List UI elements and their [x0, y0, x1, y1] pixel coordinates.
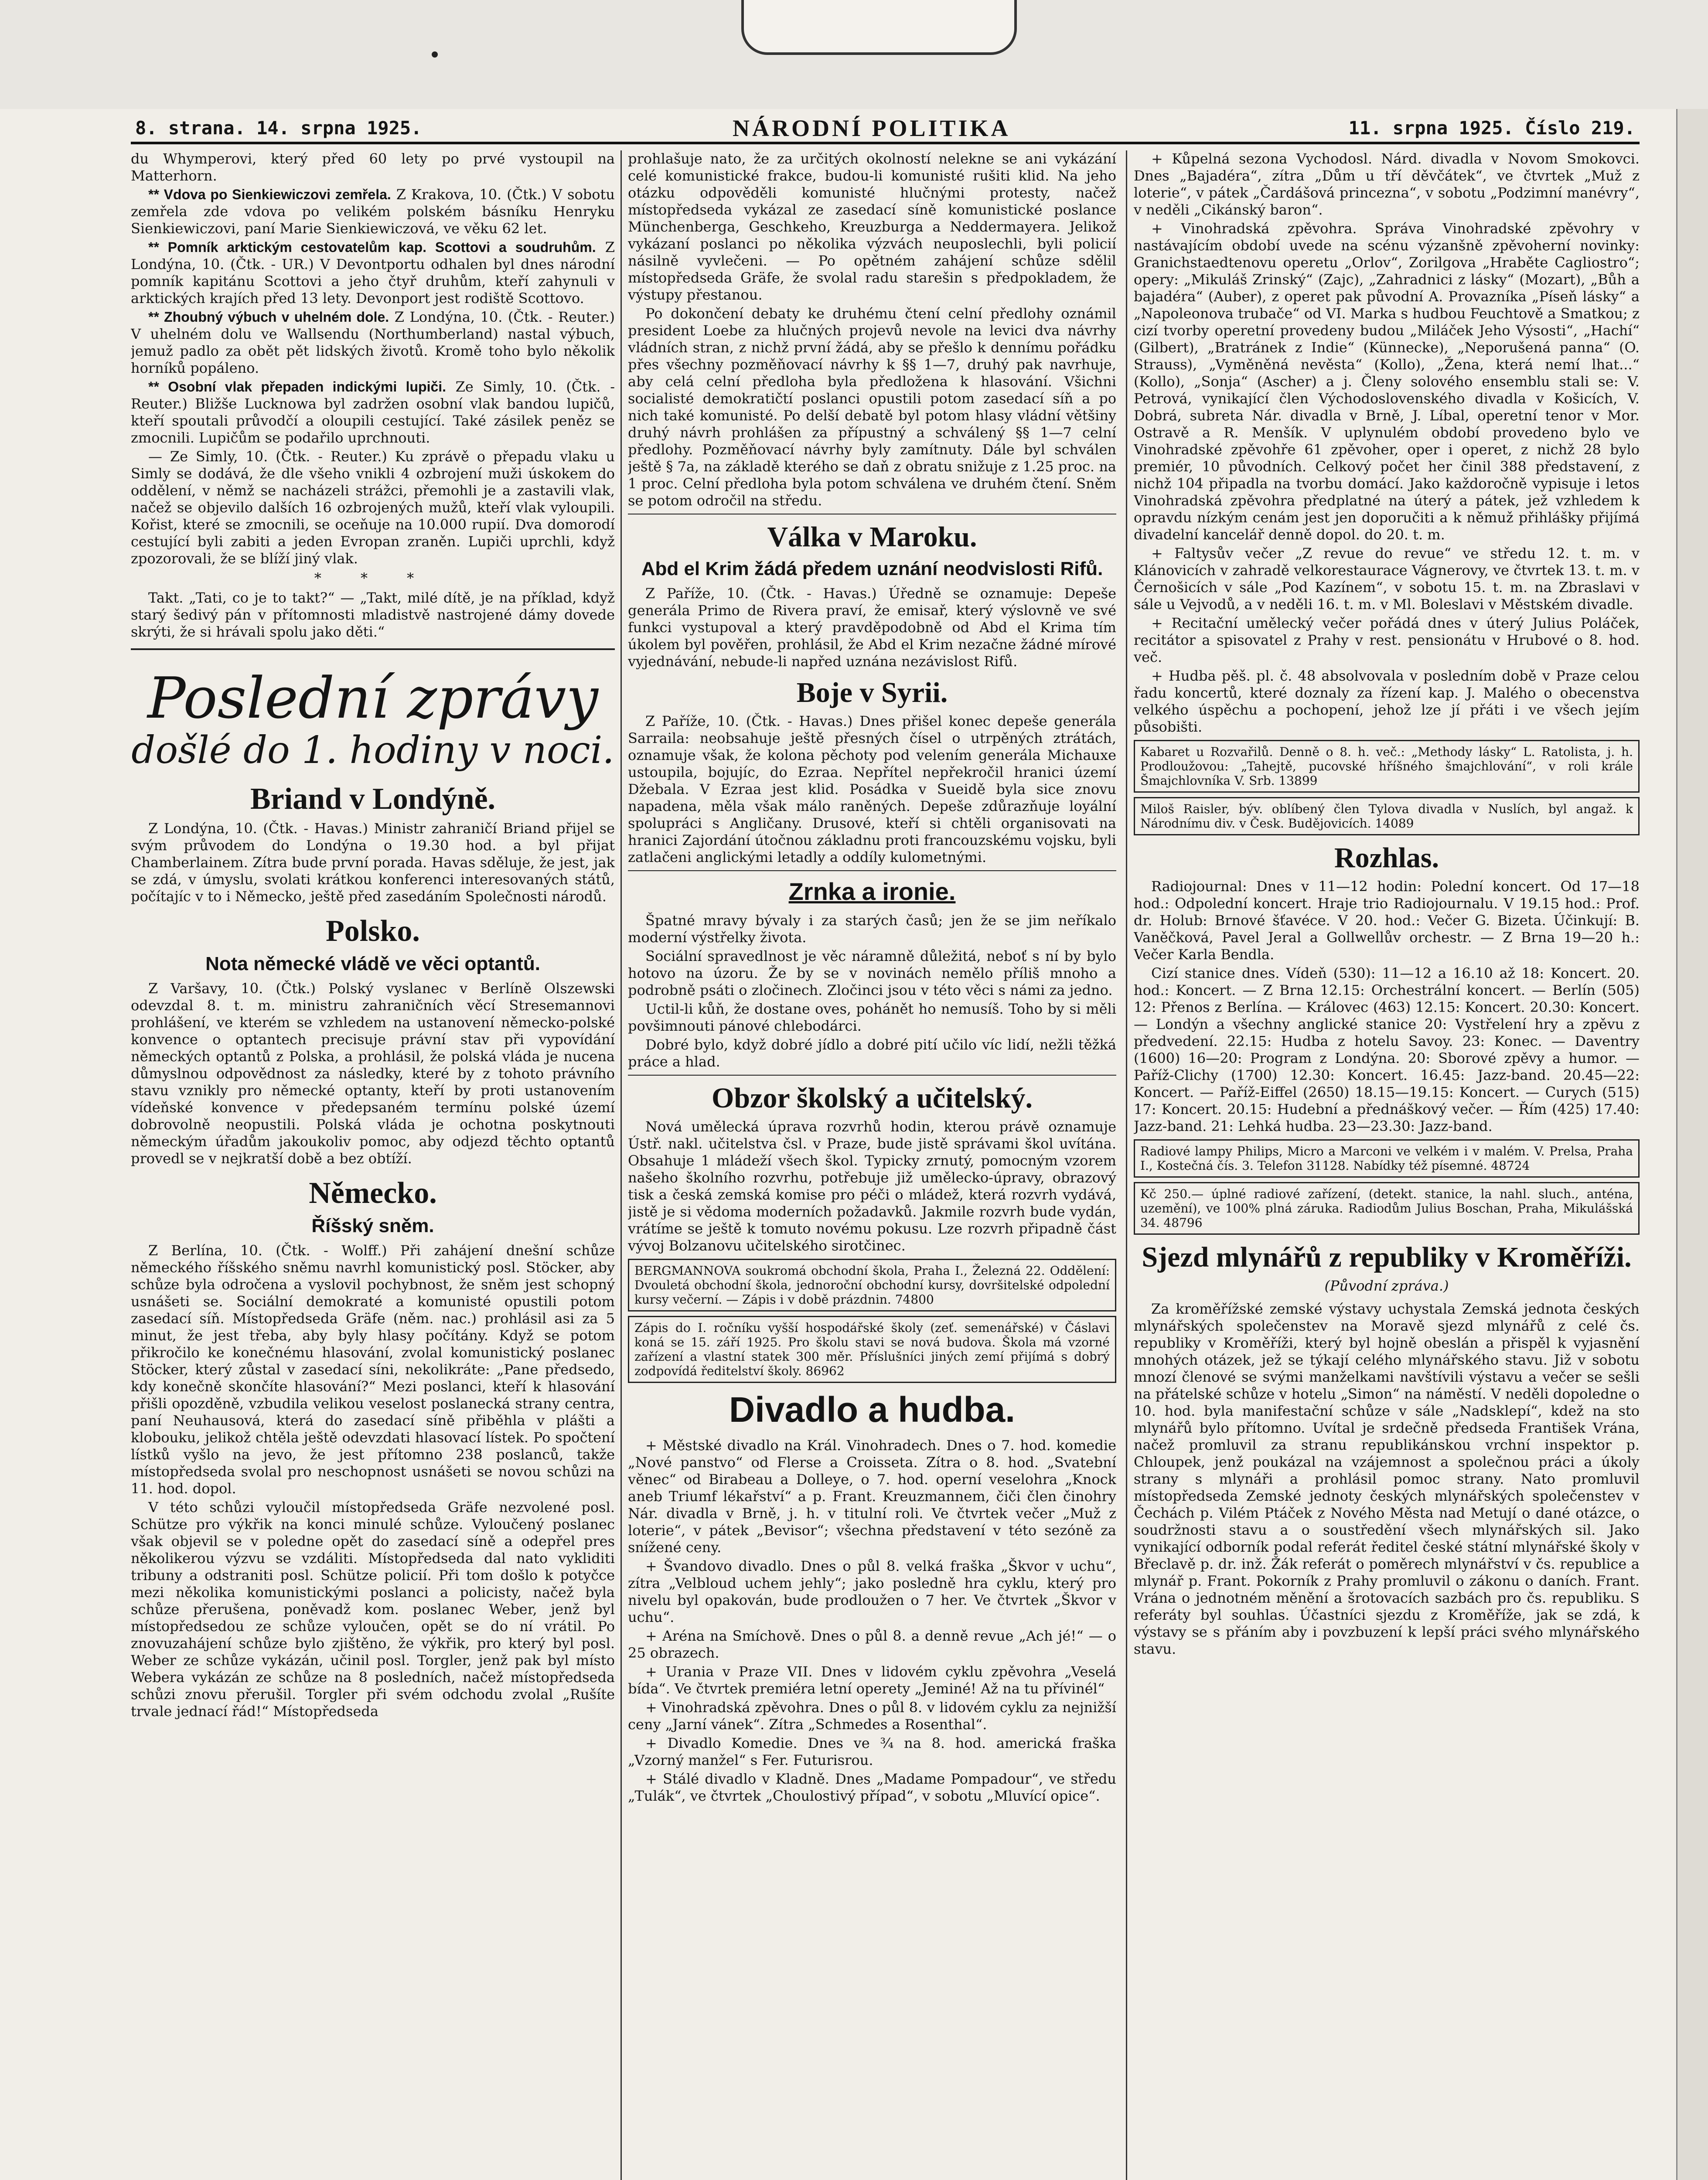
column-3: [1134, 150, 1640, 2180]
article-text: Z Varšavy, 10. (Čtk.) Polský vyslanec v Berlíně Olszewski odevzdal 8. t. m. ministru zahraničních věcí Stresemannovi prohlášení, ve kterém se vzhledem na ustanovení německo-polské konvence o optantech precisuje právní stav při vypovídání německých optantů z Polska, a prohlásil, že polská vláda je nucena důmyslnou odpovědnost za následky, které by z tohoto právního stavu vznikly pro německé optanty, kteří by proti ustanovením vídeňské konvence v předepsaném termínu polské území dobrovolně neopustili. Polská vláda je ochotna poskytnouti německým úřadům jakoukoliv pomoc, aby odjezd těchto optantů provedl se v nejkratší době a bez obtíží.: [131, 980, 615, 1167]
news-text: Z Londýna, 10. (Čtk. - UR.) V Devontportu odhalen byl dnes národní pomník kapitánu Scottovi a jeho čtyř druhům, kteří zahynuli v arktických krajích před 13 lety. Devonport jest rodiště Scottovo.: [131, 239, 615, 307]
news-headline: ** Zhoubný výbuch v uhelném dole.: [148, 309, 389, 325]
theatre-notice: + Kůpelná sezona Vychodosl. Nárd. divadla v Novom Smokovci. Dnes „Bajadéra“, zítra „Dům u tří děvčátek“, ve čtvrtek „Muž z loterie“, v pátek „Čardášová princezna“, v sobotu „Podzimní manévry“, v neděli „Cikánský baron“.: [1134, 150, 1640, 218]
news-item: [131, 309, 615, 377]
subheadline: Říšský sněm.: [311, 1215, 434, 1236]
article-text: Z Paříže, 10. (Čtk. - Havas.) Dnes přišel konec depeše generála Sarraila: neobsahuje ještě přesných čísel o utrpěných ztrátách, oznamuje však, že kolona pěchoty pod velením generála Michauxe ustoupila, bojujíc, do Ezraa. Nepřítel nepřekročil hranici území Džebala. V Ezraa jest klid. Posádka v Sueidě byla sice znovu napadena, měla však málo raněných. Depeše zdůrazňuje loyální spolupráci s Angličany. Drusové, kteří si chtěli organisovati na hranici Zajordání útočnou základnu proti francouzskému vojsku, byli zatlačeni anglickými letadly a oddíly kulometnými.: [628, 713, 1116, 865]
article-text: Z Berlína, 10. (Čtk. - Wolff.) Při zahájení dnešní schůze německého říšského sněmu navrhl komunistický posl. Stöcker, aby schůze byla odročena a vyslovil pochybnost, že sněm jest schopný usnášeti se. Sociální demokraté a komunisté opustili potom zasedací síň. Místopředseda Gräfe (něm. nac.) prohlásil asi za 5 minut, že jest třeba, aby byly hlasy počítány. Když se potom přikročilo ke konečnému hlasování, zvolal komunistický poslanec Stöcker, který zůstal v zasedací síni, nekolikráte: „Pane předsedo, kdy konečně skončíte hlasování?“ Mezi poslanci, kteří k hlasování přišli opozděně, vzbudila velikou veselost poslanecká strany centra, paní Neuhausová, která do zasedací síně přiběhla v plášti a klobouku, jelikož chtěla ještě odevzdati hlasovací lístek. Po spočtení lístků vyšlo na jevo, že jest přítomno 238 poslanců, takže místopředseda svolal pro neschopnost usnášeti se novou schůzi na 11. hod. dopol.: [131, 1242, 615, 1497]
headline-obzor: Obzor školský a učitelský.: [712, 1082, 1033, 1114]
column-rule: [620, 150, 622, 2180]
news-text: Z Krakova, 10. (Čtk.) V sobotu zemřela zde vdova po velikém polském básníku Henryku Sienkiewiczovi, paní Marie Sienkiewiczová, ve věku 62 let.: [131, 186, 615, 237]
news-text: Ze Simly, 10. (Čtk. - Reuter.) Bližše Lucknowa byl zadržen osobní vlak bandou lupičů, kteří spoutali průvodčí a oloupili cestující. Také zásilek peněz se zmocnili. Lupičům se podařilo uprchnouti.: [131, 378, 615, 446]
headline-rozhlas: Rozhlas.: [1334, 842, 1439, 874]
news-headline: ** Pomník arktickým cestovatelům kap. Scottovi a soudruhům.: [148, 239, 596, 255]
section-title-latest-news: Poslední zprávy: [147, 665, 598, 731]
column-2: [628, 150, 1116, 2180]
aphorism: Sociální spravedlnost je věc náramně důležitá, neboť s ní by bylo hotovo na úzoru. Že by se v novinách nemělo příliš mnoho a podrobně psáti o zločinech. Zločinci jsou v této věci s námi za jedno.: [628, 948, 1116, 998]
theatre-notice: + Městské divadlo na Král. Vinohradech. Dnes o 7. hod. komedie „Nové panstvo“ od Flerse a Croisseta. Zítra o 8. hod. „Svatební věnec“ od Birabeau a Dolleye, o 7. hod. operní veselohra „Knock aneb Triumf lékařství“ a p. Frant. Kreuzmannem, čiči člen činohry Nár. divadla v Brně, j. h. v titulní roli. Ve čtvrtek večer „Muž z loterie“, v pátek „Bevisor“; všechna představení v této sezóně za snížené ceny.: [628, 1437, 1116, 1556]
divider: [628, 1075, 1116, 1076]
masthead: [131, 111, 1640, 144]
article-text: Nová umělecká úprava rozvrhů hodin, kterou právě oznamuje Ústř. nakl. učitelstva čsl. v Praze, bude jistě správami škol uvítána. Obsahuje 1 mládeží všech škol. Typicky zrnutý, pomocným vzorem našeho školního rozvrhu, potřebuje již umělecko-úpravy, obrazový tisk a česká zemská komise pro péči o mládež, která rozvrh vydává, jistě je si vědoma moderních požadavků. Jakmile rozvrh bude vydán, vrátíme se ještě k tomuto novému pokusu. Lze rozvrh připadně část vývoj Bolzanovu učitelského sirotčinec.: [628, 1118, 1116, 1254]
article-text: V této schůzi vyloučil místopředseda Gräfe nezvolené posl. Schütze pro výkřik na konci minulé schůze. Vyloučený poslanec však objevil se v poledne opět do zasedací síně a odepřel pres několikerou výzvu se vzdáliti. Místopředseda dal nato vykliditi tribuny a odstraniti posl. Schütze policií. Při tom došlo k potyčce mezi několika komunistickými poslanci a policisty, načež byla schůze přerušena, poněvadž kom. poslanec Weber, jenž byl místopředsedou ze schůze vyloučen, opět se do ní vrátil. Po znovuzahájení schůze bylo zjištěno, že výkřik, pro který byl posl. Weber ze schůze vykázán, učinil posl. Torgler, jenž pak byl místo Webera vykázán ze schůze na 8 posledních, načež místopředseda schůzi znovu přerušil. Torgler při svém odchodu zvolal „Rušíte trvale jednací řád!“ Místopředseda: [131, 1499, 615, 1720]
theatre-notice: + Hudba pěš. pl. č. 48 absolvovala v posledním době v Praze celou řadu koncertů, které doznaly za řízení kap. J. Malého o obecenstva velkého úspěchu a pochopení, jehož lze jí přáti i ve všech jejím působišti.: [1134, 668, 1640, 735]
radio-program: Cizí stanice dnes. Vídeň (530): 11—12 a 16.10 až 18: Koncert. 20. hod.: Koncert. — Z Brna 12.15: Orchestrální koncert. — Berlín (505) 12: Přenos z Berlína. — Královec (463) 12.15: Koncert. 20.30: Koncert. — Londýn a všechny anglické stanice 20: Vystřelení hry a zpěvu z předvedení. 22.15: Hudba z hotelu Savoy. 23: Konec. — Daventry (1600) 16—20: Program z Londýna. 20: Sborové zpěvy a humor. — Paříž-Clichy (1700) 12.30: Koncert. 16.45: Jazz-band. 20.45—22: Koncert. — Paříž-Eiffel (2650) 18.15—19.15: Koncert. — Curych (515) 17: Koncert. 20.15: Hudební a přednáškový večer. — Řím (425) 17.40: Jazz-band. 21: Lehká hudba. 23—23.30: Jazz-band.: [1134, 965, 1640, 1134]
section-subtitle: došlé do 1. hodiny v noci.: [131, 729, 614, 772]
advertisement: Miloš Raisler, býv. oblíbený člen Tylova divadla v Nuslích, byl angaž. k Národnímu div. v Česk. Budějovicích. 14089: [1134, 797, 1640, 835]
anecdote: Takt. „Tati, co je to takt?“ — „Takt, milé dítě, je na příklad, když starý šedivý pán v přítomnosti mladistvě nastrojené dámy dovede skrýti, že si hrávali spolu jako děti.“: [131, 589, 615, 640]
theatre-notice: + Divadlo Komedie. Dnes ve ¾ na 8. hod. americká fraška „Vzorný manžel“ s Fer. Futurisrou.: [628, 1735, 1116, 1768]
article-text: Z Londýna, 10. (Čtk. - Havas.) Ministr zahraničí Briand přijel se svým průvodem do Londýna o 19.30 hod. a byl přijat Chamberlainem. Zítra bude první porada. Havas sděluje, že jest, jak se zdá, v úmyslu, svolati krátkou konferenci interesovaných států, počítajíc v to i Německo, ještě před zasedáním Společnosti národů.: [131, 820, 615, 905]
news-item: [131, 378, 615, 446]
theatre-notice: + Švandovo divadlo. Dnes o půl 8. velká fraška „Škvor v uchu“, zítra „Velbloud uchem jehly“; jako posledně hra cyklu, který pro nivelu byl opakován, bude prodloužen o 7 her. Ve čtvrtek „Škvor v uchu“.: [628, 1558, 1116, 1625]
issue-number: 11. srpna 1925. Číslo 219.: [1348, 117, 1635, 139]
article-text: Za kroměřížské zemské výstavy uchystala Zemská jednota českých mlynářských společenstev na Moravě sjezd mlynářů z celé čs. republiky v Kroměříži, který byl hojně obeslán a přispěl k vyjasnění mnohých otázek, jež se týkají celého mlynářského stavu. Již v sobotu mnozí členové se svými manželkami navštívili výstavu a večer se sešli na přátelské schůze v hotelu „Simon“ na náměstí. V neděli dopoledne o 10. hod. byla manifestační schůze v sále „Nadsklepí“, kdež na sto mlynářů bylo přítomno. Uvítal je srdečně předseda František Vrána, načež promluvil za stranu republikánskou vrchní inspektor p. Chloupek, jenž poukázal na vzájemnost a společnou práci a úkoly strany s mlynáři a prohlásil pomoc strany. Nato promluvil místopředseda Zemské jednoty českých mlynářských společenstev v Čechách p. Vilém Ptáček z Nového Města nad Metují o dané otázce, o soudržnosti stavu a o soustředění všech mlynářských sil. Jako vynikající odborník podal referát ředitel české státní mlynářské školy v Břeclavě p. dr. inž. Žák referát o poměrech mlynářství v čs. republice a mlynář p. Frant. Pokorník z Prahy promluvil o zákonu o daních. Frant. Vrána o jednotném měnění a šrotovacích sazbách pro čs. republiku. S referáty byl souhlas. Účastníci sjezdu z Kroměříže, jak se zdá, k výstavy se s přáním aby i povzbuzení k lepší práci svého mlynářského stavu.: [1134, 1301, 1640, 1657]
article-byline: (Původní zpráva.): [1324, 1277, 1449, 1294]
advertisement: BERGMANNOVA soukromá obchodní škola, Praha I., Železná 22. Oddělení: Dvouletá obchodní škola, jednoroční obchodní kursy, dovršitelské odpolední kursy večerní. — Zápis i v době prázdnin. 74800: [628, 1259, 1116, 1311]
aphorism: Uctil-li kůň, že dostane oves, pohánět ho nemusíš. Toho by si měli povšimnouti pánové chlebodárci.: [628, 1001, 1116, 1034]
headline-divadlo: Divadlo a hudba.: [729, 1390, 1016, 1430]
subheadline: Abd el Krim žádá předem uznání neodvislosti Rifů.: [641, 558, 1103, 579]
news-text: — Ze Simly, 10. (Čtk. - Reuter.) Ku zprávě o přepadu vlaku u Simly se dodává, že dle všeho vnikli 4 ozbrojení muži úskokem do oddělení, v němž se nacházeli strážci, přemohli je a zastavili vlak, načež se objevilo dalších 16 ozbrojených mužů, kteří vlak vyloupili. Kořist, které se zmocnili, se oceňuje na 10.000 rupií. Dva domorodí cestující byli zabiti a jeden Evropan zraněn. Lupiči uprchli, když zpozorovali, že se blíží jiný vlak.: [131, 448, 615, 567]
theatre-notice: + Faltysův večer „Z revue do revue“ ve středu 12. t. m. v Klánovicích v zahradě velkorestaurace Vágnerovy, ve čtvrtek 13. t. m. v Černošicích v sále „Pod Kazínem“, v sobotu 15. t. m. na Zbraslavi v sále u Vejvodů, a v neděli 16. t. m. v Ml. Boleslavi v Městském divadle.: [1134, 545, 1640, 613]
radio-program: Radiojournal: Dnes v 11—12 hodin: Polední koncert. Od 17—18 hod.: Odpolední koncert. Hraje trio Radiojournalu. V 19.15 hod.: Prof. dr. Holub: Brnové šťavéce. V 20. hod.: Večer G. Bizeta. Účinkují: B. Vaněčková, Pavel Jeral a Gollwellův orchestr. — Z Brna 19—20 h.: Večer Karla Bendla.: [1134, 878, 1640, 963]
theatre-notice: + Vinohradská zpěvohra. Správa Vinohradské zpěvohry v nastávajícím období uvede na scénu výzanšně zpěvoherní novinky: Granichstaedtenovu operetu „Orlov“, Zorilgova „Hraběte Cagliostro“; opery: „Mikuláš Zrinský“ (Zajc), „Zahradnici z lásky“ (Mozart), „Bůh a bajadéra“ (Auber), z operet pak původní A. Provazníka „Píseň lásky“ a „Napoleonova trubače“ od VI. Marka s hudbou Feuchtově a Smatkou; z cizí tvorby operetní provedeny budou „Miláček Jeho Výsosti“, „Hachí“ (Gilbert), „Bratránek z Indie“ (Künnecke), „Neporušená panna“ (O. Strauss), „Vyměněná nevěsta“ (Kollo), „Žena, která nemí lhat...“ (Kollo), „Sonja“ (Ascher) a j. Členy solového ensemblu stali se: V. Petrová, vynikající člen Východoslovenského divadla v Košicích, V. Dobrá, subreta Nár. divadla v Brně, J. Líbal, operetní tenor v Mor. Ostravě a R. Menšík. V uplynulém období provedeno bylo ve Vinohradské zpěvohře 61 zpěvoher, oper i operet, z nichž 28 bylo premiér, 10 původních. Celkový počet her činil 388 představení, z nichž 104 připadla na tvorbu domácí. Jako každoročně vypisuje i letos Vinohradská zpěvohra předplatné na úterý a pátek, jež vzhledem k opravdu nízkým cenám jest jen doporučiti a k němuž přihlášky přijímá divadelní kancelář denně dopol. do 20. t. m.: [1134, 220, 1640, 543]
section-stars: * * *: [314, 570, 432, 586]
advertisement: Kabaret u Rozvařilů. Denně o 8. h. več.: „Methody lásky“ L. Ratolista, j. h. Prodloužovou: „Tahejtě, pucovské hříšného šmajchlování“, v roli krále Šmajchlovníka V. Srb. 13899: [1134, 740, 1640, 793]
article-text: du Whymperovi, který před 60 lety po prvé vystoupil na Matterhorn.: [131, 150, 615, 184]
page-date-left: 8. strana. 14. srpna 1925.: [135, 117, 422, 139]
divider: [131, 648, 615, 650]
headline-briand: Briand v Londýně.: [250, 782, 496, 816]
headline-polsko: Polsko.: [326, 914, 420, 948]
torn-paper-edge: [741, 0, 1017, 55]
theatre-notice: + Recitační umělecký večer pořádá dnes v úterý Julius Poláček, recitátor a spisovatel z Prahy v rest. pensionátu v Hrubové o 8. hod. več.: [1134, 615, 1640, 665]
article-text: Po dokončení debaty ke druhému čtení celní předlohy oznámil president Loebe za hlučných projevů nevole na levici dva návrhy vládních stran, z nichž první žádá, aby se přešlo k dennímu pořádku přes všechny pozměňovací návrhy k §§ 1—7, druhý pak navrhuje, aby celá celní předloha byla předložena k hlasování. Všichni socialisté demokratičtí poslanci opustili potom zasedací síň a po nich také komunisté. Po delší debatě byl potom hlasy vládní většiny druhý návrh prohlášen za přípustný a schválený §§ 1—7 celní předlohy. Pozměňovací návrhy byly zamítnuty. Dále byl schválen ještě § 7a, na základě kterého se daň z obratu snižuje z 1.25 proc. na 1 proc. Celní předloha byla potom schválena ve druhém čtení. Sněm se potom odročil na středu.: [628, 305, 1116, 509]
aphorism: Špatné mravy bývaly i za starých časů; jen že se jim neříkalo moderní výstřelky života.: [628, 912, 1116, 946]
subheadline: Nota německé vládě ve věci optantů.: [205, 953, 540, 974]
news-headline: ** Osobní vlak přepaden indickými lupiči.: [148, 379, 447, 395]
article-text: Z Paříže, 10. (Čtk. - Havas.) Úředně se oznamuje: Depeše generála Primo de Rivera praví, že emisař, který výslovně ve své funkci vystupoval a který pravděpodobně od Abd el Krima tím úkolem byl pověřen, prohlásil, že Abd el Krim nezačne žádné mírové vyjednávání, nebude-li napřed uznána nezávislost Rifů.: [628, 585, 1116, 670]
headline-zrnka: Zrnka a ironie.: [788, 878, 956, 905]
adjacent-page-edge: [1676, 109, 1708, 2180]
divider: [628, 870, 1116, 871]
aphorism: Dobré bylo, když dobré jídlo a dobré pití učilo víc lidí, nežli těžká práce a hlad.: [628, 1036, 1116, 1070]
article-text: prohlašuje nato, že za určitých okolností nelekne se ani vykázání celé komunistické frakce, budou-li komunisté rušiti klid. Na jeho otázku odpověděli komunisté hlučnými protesty, načež místopředseda vykázal ze zasedací síně komunistické poslance Münchenberga, Geschkeho, Kreuzburga a Neddermayera. Jelikož vykázaní poslanci po několika výzvách neuposlechli, byli policií násilně vyvlečeni. — Po opětném zahájení schůze sdělil místopředseda Gräfe, že svolal radu starešin s předpokladem, že výstupy přestanou.: [628, 150, 1116, 303]
advertisement: Zápis do I. ročníku vyšší hospodářské školy (zeť. semenářské) v Čáslavi koná se 15. září 1925. Pro školu stavi se nová budova. Škola má vzorné zařízení a vlastní statek 300 měr. Příslušníci jiných zemí přijímá s dobrý zodpovídá ředitelství školy. 86962: [628, 1316, 1116, 1383]
news-text: Z Londýna, 10. (Čtk. - Reuter.) V uhelném dolu ve Wallsendu (Northumberland) nastal výbuch, jemuž padlo za obět pět lidských životů. Kromě toho bylo několik horníků popáleno.: [131, 309, 615, 376]
advertisement: Radiové lampy Philips, Micro a Marconi ve velkém i v malém. V. Prelsa, Praha I., Kostečná čís. 3. Telefon 31128. Nabídky též písemné. 48724: [1134, 1139, 1640, 1178]
headline-nemecko: Německo.: [309, 1176, 437, 1210]
theatre-notice: + Urania v Praze VII. Dnes v lidovém cyklu zpěvohra „Veselá bída“. Ve čtvrtek premiéra letní operety „Jeminé! Až na tu přívinél“: [628, 1663, 1116, 1697]
headline-syrie: Boje v Syrii.: [796, 677, 948, 708]
news-item: [131, 239, 615, 307]
news-headline: ** Vdova po Sienkiewiczovi zemřela.: [148, 187, 391, 202]
news-item: [131, 186, 615, 237]
advertisement: Kč 250.— úplné radiové zařízení, (detekt. stanice, la nahl. sluch., anténa, uzemění), ve 100% plná záruka. Radiodům Julius Boschan, Praha, Mikulášská 34. 48796: [1134, 1182, 1640, 1235]
headline-sjezd: Sjezd mlynářů z republiky v Kroměříži.: [1142, 1241, 1632, 1273]
theatre-notice: + Stálé divadlo v Kladně. Dnes „Madame Pompadour“, ve středu „Tulák“, ve čtvrtek „Choulostivý případ“, v sobotu „Mluvící opice“.: [628, 1771, 1116, 1804]
column-rule: [1126, 150, 1127, 2180]
newspaper-title: NÁRODNÍ POLITIKA: [733, 115, 1011, 141]
column-1: [131, 150, 615, 2180]
theatre-notice: + Vinohradská zpěvohra. Dnes o půl 8. v lidovém cyklu za nejnižší ceny „Jarní vánek“. Zítra „Schmedes a Rosenthal“.: [628, 1699, 1116, 1733]
ink-dot: [432, 51, 438, 58]
theatre-notice: + Aréna na Smíchově. Dnes o půl 8. a denně revue „Ach jé!“ — o 25 obrazech.: [628, 1628, 1116, 1661]
headline-maroko: Válka v Maroku.: [767, 521, 977, 553]
